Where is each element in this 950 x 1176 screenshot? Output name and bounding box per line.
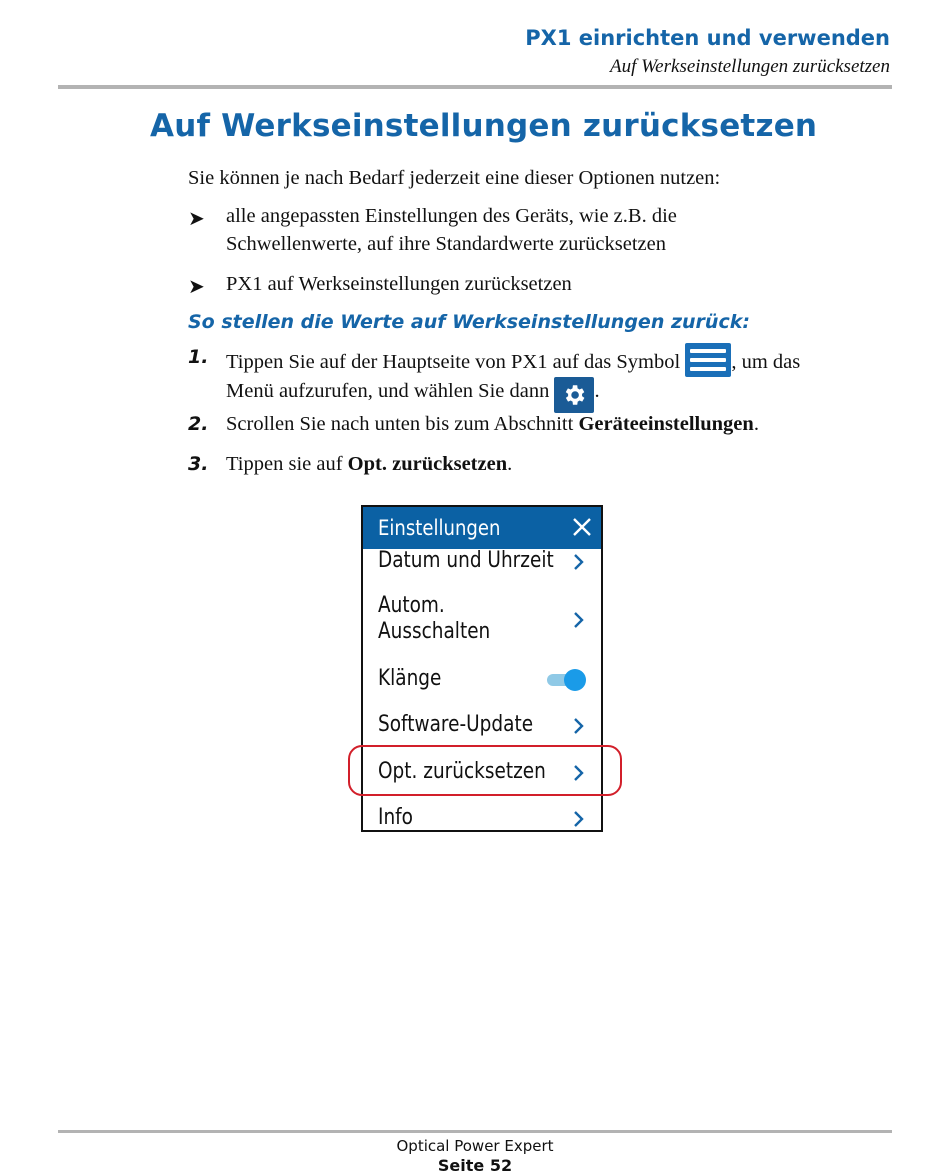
step-number: 2.: [188, 413, 209, 435]
chevron-right-icon: [573, 553, 585, 571]
header-rule: [58, 85, 892, 89]
settings-item-label: Datum und Uhrzeit: [378, 548, 554, 573]
footer-product: Optical Power Expert: [396, 1137, 554, 1155]
settings-title: Einstellungen: [378, 516, 501, 540]
bullet-item: alle angepassten Einstellungen des Geräts, wie z.B. die Schwellenwerte, auf ihre Standardwerte zurücksetzen: [226, 205, 677, 255]
step-text: Tippen sie auf Opt. zurücksetzen.: [226, 453, 513, 475]
step-number: 1.: [188, 346, 209, 368]
chevron-right-icon: [573, 810, 585, 828]
settings-item-label: Autom.: [378, 593, 445, 618]
settings-title-bar: [363, 507, 601, 549]
intro-paragraph: Sie können je nach Bedarf jederzeit eine dieser Optionen nutzen:: [188, 167, 721, 189]
settings-item-info[interactable]: [378, 804, 601, 832]
settings-item-label: Ausschalten: [378, 619, 491, 644]
highlight-callout: [348, 745, 622, 796]
procedure-heading: So stellen die Werte auf Werkseinstellungen zurück:: [188, 311, 750, 333]
page-title: Auf Werkseinstellungen zurücksetzen: [150, 108, 818, 144]
bullet-arrow-icon: ➤: [188, 274, 205, 298]
step-text: Scrollen Sie nach unten bis zum Abschnitt Geräteeinstellungen.: [226, 413, 759, 435]
bullet-item: PX1 auf Werkseinstellungen zurücksetzen: [226, 273, 572, 295]
settings-item-label: Opt. zurücksetzen: [378, 759, 546, 784]
sound-toggle[interactable]: [545, 668, 589, 692]
settings-item-software-update[interactable]: [378, 711, 601, 743]
running-header-chapter: PX1 einrichten und verwenden: [525, 26, 890, 50]
chevron-right-icon: [573, 717, 585, 735]
bullet-arrow-icon: ➤: [188, 206, 205, 230]
settings-item-datum-und-uhrzeit[interactable]: [378, 547, 601, 579]
settings-item-label: Software-Update: [378, 712, 534, 737]
chevron-right-icon: [573, 611, 585, 629]
step-number: 3.: [188, 453, 209, 475]
footer-rule: [58, 1130, 892, 1133]
running-header-section: Auf Werkseinstellungen zurücksetzen: [609, 56, 890, 77]
settings-item-label: Info: [378, 805, 413, 830]
step-text: Tippen Sie auf der Hauptseite von PX1 auf das Symbol , um das Menü aufzurufen, und wählen Sie dann .: [226, 343, 886, 413]
settings-item-autom-ausschalten[interactable]: [378, 593, 601, 649]
gear-icon: [554, 377, 594, 413]
footer-page-number: Seite 52: [437, 1156, 513, 1175]
hamburger-menu-icon: [685, 343, 731, 377]
close-icon[interactable]: [571, 516, 593, 538]
settings-item-klaenge[interactable]: [378, 665, 601, 697]
settings-item-label: Klänge: [378, 666, 442, 691]
